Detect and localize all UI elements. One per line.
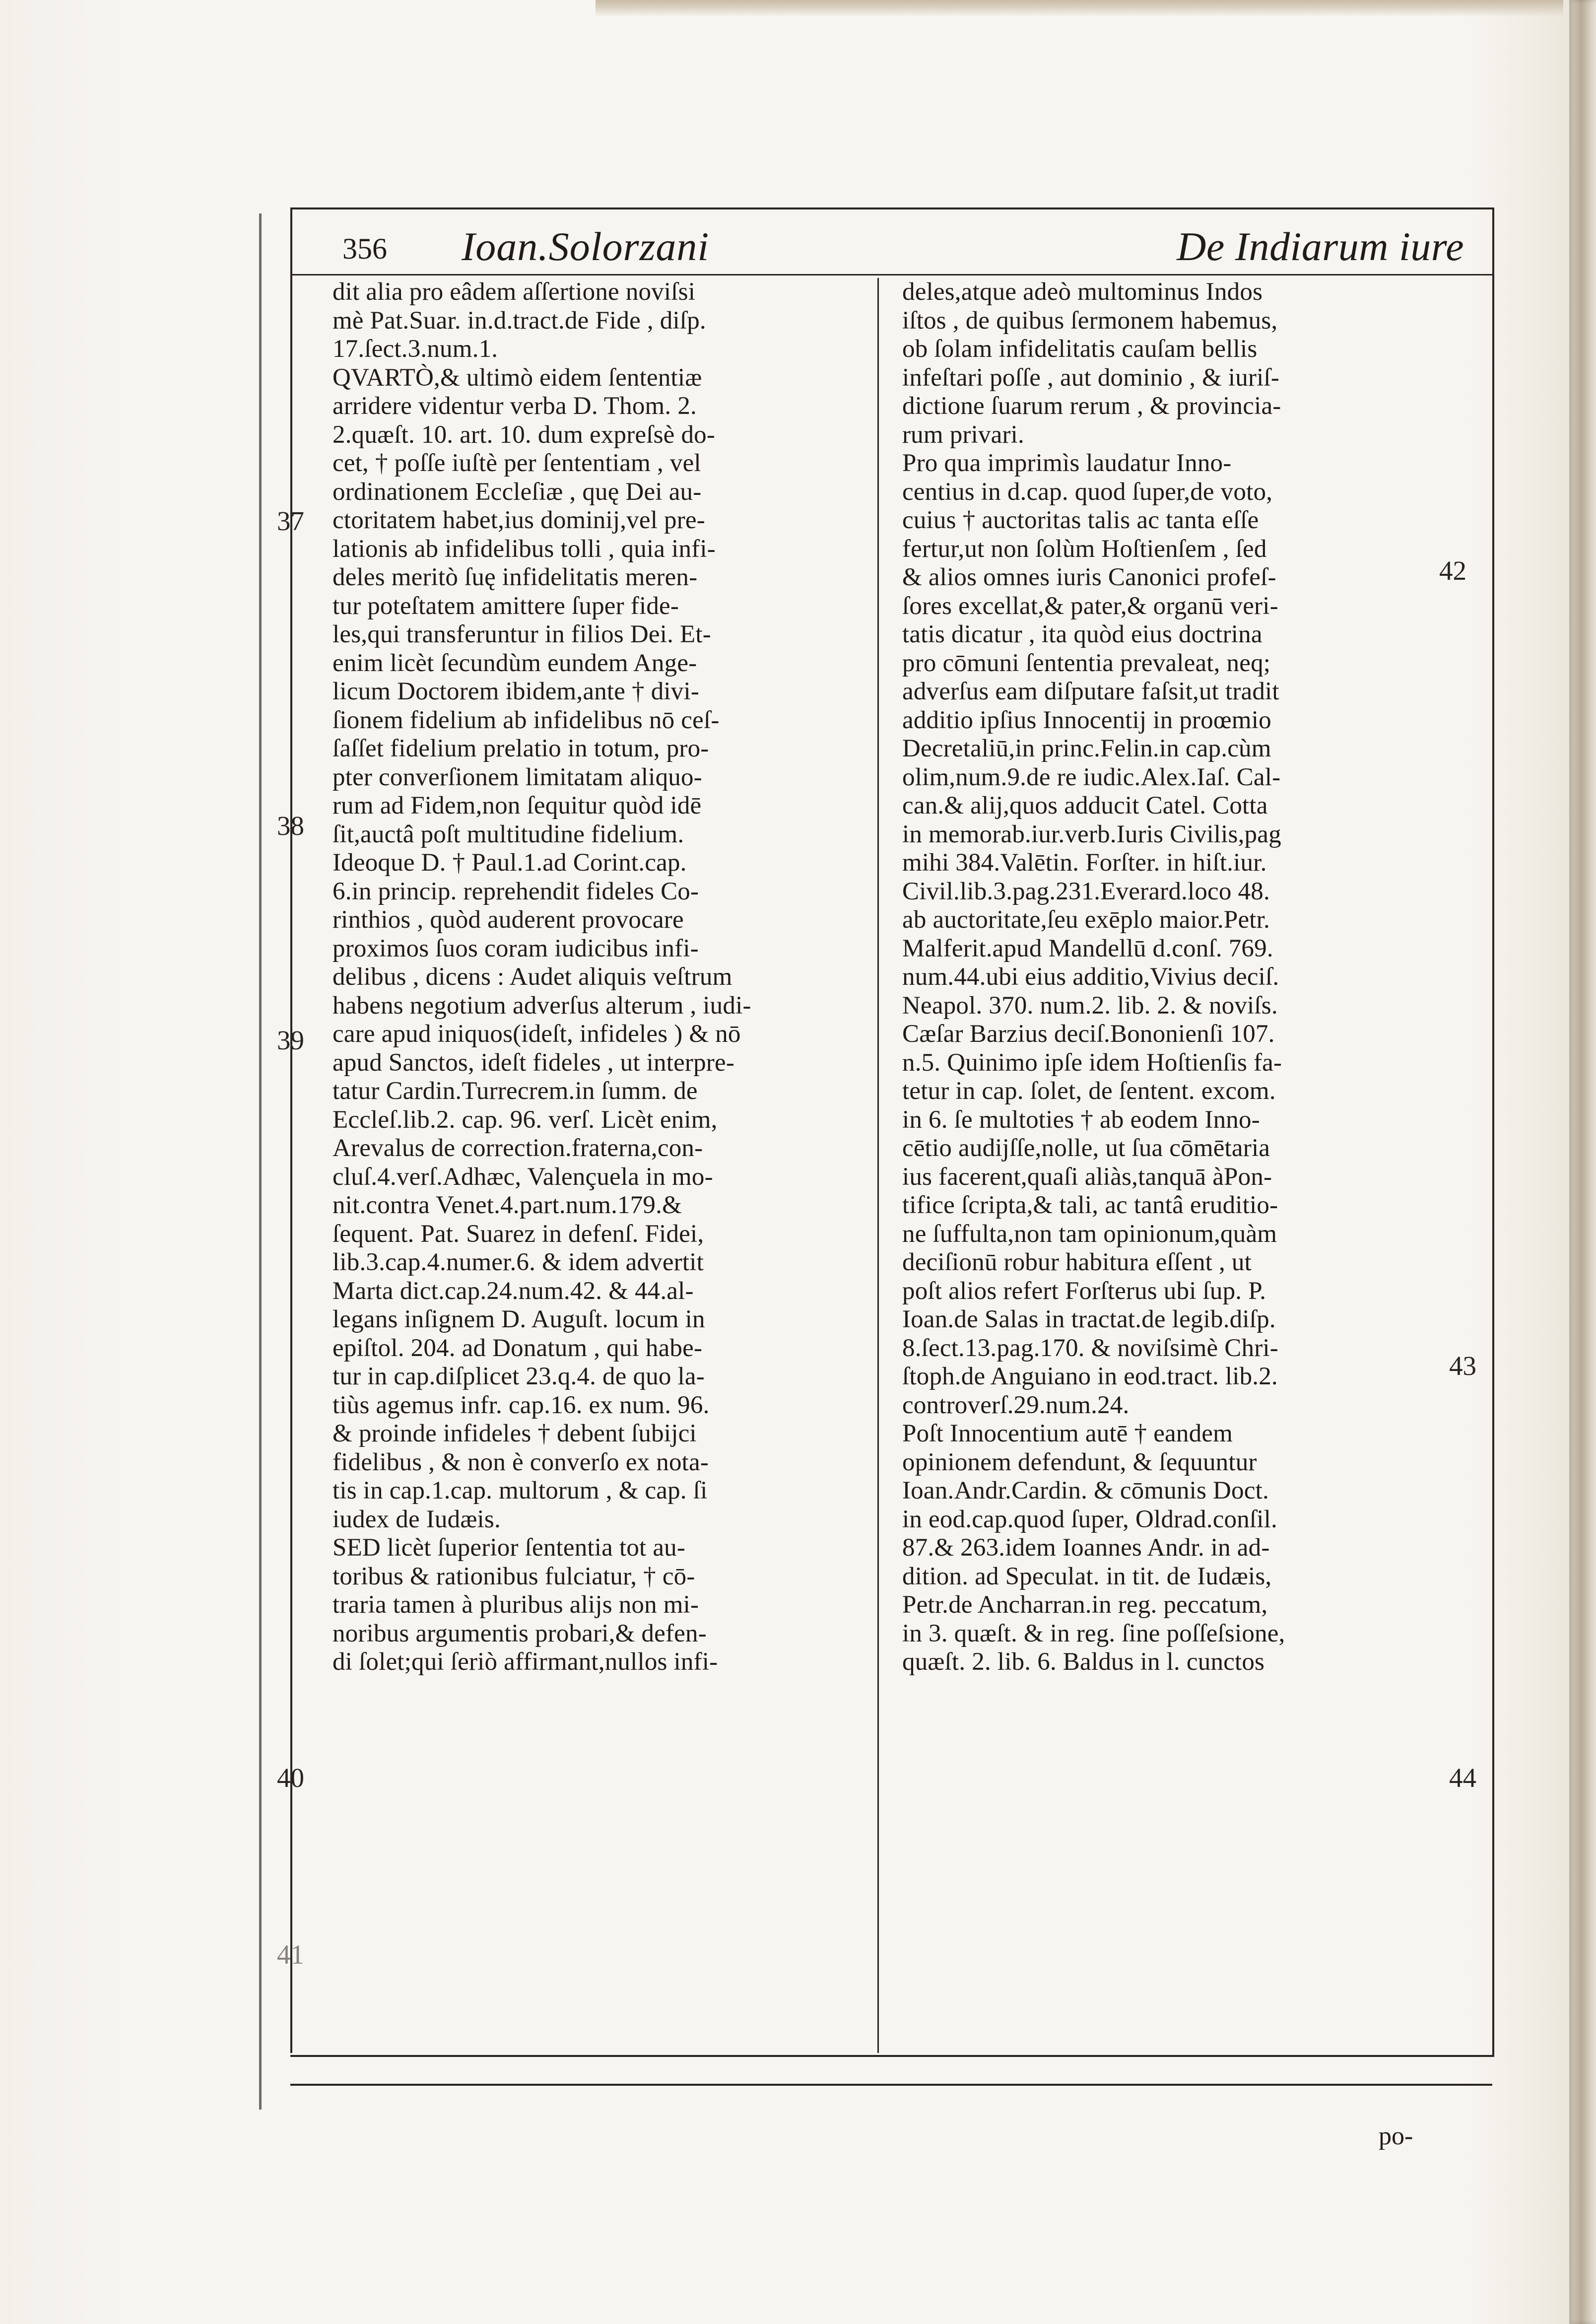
right-text-column	[902, 278, 1430, 1677]
text-line: rum privari.	[902, 420, 1024, 449]
text-line: mihi 384.Valētin. Forſter. in hiſt.iur.	[902, 849, 1267, 877]
text-line: ſionem fidelium ab infidelibus nō ceſ-	[332, 706, 720, 734]
text-line: mè Pat.Suar. in.d.tract.de Fide , diſp.	[332, 306, 706, 335]
text-line: & proinde infideles † debent ſubijci	[332, 1420, 697, 1447]
text-line: infeſtari poſſe , aut dominio , & iuriſ-	[902, 363, 1280, 392]
text-line: tiùs agemus infr. cap.16. ex num. 96.	[332, 1391, 710, 1419]
text-line: 8.ſect.13.pag.170. & noviſsimè Chri-	[902, 1334, 1278, 1362]
text-line: ſtoph.de Anguiano in eod.tract. lib.2.	[902, 1363, 1278, 1390]
text-line: Neapol. 370. num.2. lib. 2. & noviſs.	[902, 991, 1278, 1020]
text-line: enim licèt ſecundùm eundem Ange-	[332, 649, 697, 677]
text-line: ſit,auctâ poſt multitudine fidelium.	[332, 820, 684, 848]
text-line: in 3. quæſt. & in reg. ſine poſſeſsione,	[902, 1619, 1285, 1647]
text-line: in eod.cap.quod ſuper, Oldrad.conſil.	[902, 1505, 1277, 1533]
text-line: Marta dict.cap.24.num.42. & 44.al-	[332, 1277, 694, 1305]
text-line: epiſtol. 204. ad Donatum , qui habe-	[332, 1334, 703, 1362]
text-line: olim,num.9.de re iudic.Alex.Iaſ. Cal-	[902, 763, 1281, 791]
left-text-column	[332, 278, 839, 1677]
text-line: toribus & rationibus fulciatur, † cō-	[332, 1562, 695, 1590]
text-line: & alios omnes iuris Canonici profeſ-	[902, 563, 1276, 591]
text-line: 6.in princip. reprehendit fideles Co-	[332, 877, 699, 905]
text-line: opinionem defendunt, & ſequuntur	[902, 1448, 1257, 1476]
text-line: quæſt. 2. lib. 6. Baldus in l. cunctos	[902, 1648, 1265, 1676]
text-line: tifice ſcripta,& tali, ac tantâ eruditio-	[902, 1191, 1278, 1219]
text-line: habens negotium adverſus alterum , iudi-	[332, 991, 751, 1020]
text-line: tatur Cardin.Turrecrem.in ſumm. de	[332, 1077, 698, 1105]
catchword: po-	[1379, 2122, 1413, 2150]
text-line: ctoritatem habet,ius dominij,vel pre-	[332, 506, 705, 534]
text-line: tur in cap.diſplicet 23.q.4. de quo la-	[332, 1363, 705, 1390]
text-line: can.& alij,quos adducit Catel. Cotta	[902, 792, 1268, 820]
text-line: SED licèt ſuperior ſententia tot au-	[332, 1534, 686, 1562]
text-line: in 6. ſe multoties † ab eodem Inno-	[902, 1105, 1260, 1134]
text-line: Pro qua imprimìs laudatur Inno-	[902, 449, 1232, 477]
page-top-edge-shadow	[596, 0, 1563, 17]
text-line: lationis ab infidelibus tolli , quia infi-	[332, 535, 716, 563]
text-line: ſequent. Pat. Suarez in defenſ. Fidei,	[332, 1220, 704, 1248]
text-line: Ioan.Andr.Cardin. & cōmunis Doct.	[902, 1477, 1269, 1504]
text-line: num.44.ubi eius additio,Vivius deciſ.	[902, 963, 1279, 991]
text-line: tatis dicatur , ita quòd eius doctrina	[902, 620, 1263, 648]
margin-number: 42	[1439, 555, 1466, 586]
margin-number: 43	[1449, 1351, 1476, 1381]
text-line: cuius † auctoritas talis ac tanta eſſe	[902, 506, 1259, 534]
text-line: Arevalus de correction.fraterna,con-	[332, 1134, 703, 1162]
text-line: ſaſſet fidelium prelatio in totum, pro-	[332, 735, 709, 762]
text-line: iudex de Iudæis.	[332, 1505, 501, 1533]
text-line: tetur in cap. ſolet, de ſentent. excom.	[902, 1077, 1276, 1105]
text-line: arridere videntur verba D. Thom. 2.	[332, 392, 697, 420]
margin-number: 37	[277, 506, 304, 536]
text-line: 2.quæſt. 10. art. 10. dum expreſsè do-	[332, 420, 716, 449]
text-line: dictione ſuarum rerum , & provincia-	[902, 392, 1281, 420]
text-line: Ioan.de Salas in tractat.de legib.diſp.	[902, 1305, 1276, 1333]
text-line: pro cōmuni ſententia prevaleat, neq;	[902, 649, 1271, 677]
margin-number: 44	[1449, 1763, 1476, 1793]
text-line: delibus , dicens : Audet aliquis veſtrum	[332, 963, 732, 991]
text-line: n.5. Quinimo ipſe idem Hoſtienſis fa-	[902, 1048, 1282, 1077]
author-heading: Ioan.Solorzani	[462, 224, 710, 269]
page-right-edge-shadow	[1569, 0, 1596, 2324]
text-line: 87.& 263.idem Ioannes Andr. in ad-	[902, 1534, 1270, 1562]
header-rule	[290, 274, 1492, 275]
text-line: centius in d.cap. quod ſuper,de voto,	[902, 478, 1273, 506]
margin-number: 41	[277, 1939, 304, 1970]
text-line: Cæſar Barzius deciſ.Bononienſi 107.	[902, 1020, 1275, 1048]
text-line: dit alia pro eâdem aſſertione noviſsi	[332, 278, 696, 306]
text-line: fertur,ut non ſolùm Hoſtienſem , ſed	[902, 535, 1267, 563]
text-line: dition. ad Speculat. in tit. de Iudæis,	[902, 1562, 1272, 1590]
text-line: rum ad Fidem,non ſequitur quòd idē	[332, 792, 702, 820]
text-line: noribus argumentis probari,& defen-	[332, 1619, 707, 1647]
text-line: proximos ſuos coram iudicibus infi-	[332, 934, 699, 962]
text-line: licum Doctorem ibidem,ante † divi-	[332, 678, 700, 705]
text-line: in memorab.iur.verb.Iuris Civilis,pag	[902, 820, 1281, 848]
text-line: pter converſionem limitatam aliquo-	[332, 763, 702, 791]
text-line: lib.3.cap.4.numer.6. & idem advertit	[332, 1248, 704, 1276]
text-line: rinthios , quòd auderent provocare	[332, 906, 684, 934]
text-line: ordinationem Eccleſiæ , quę Dei au-	[332, 478, 702, 506]
text-line: Ideoque D. † Paul.1.ad Corint.cap.	[332, 849, 687, 877]
text-line: Petr.de Ancharran.in reg. peccatum,	[902, 1591, 1268, 1619]
text-line: Civil.lib.3.pag.231.Everard.loco 48.	[902, 877, 1270, 905]
text-line: cētio audijſſe,nolle, ut ſua cōmētaria	[902, 1134, 1270, 1162]
text-line: Poſt Innocentium autē † eandem	[902, 1420, 1233, 1447]
text-line: traria tamen à pluribus alijs non mi-	[332, 1591, 699, 1619]
text-line: ob ſolam infidelitatis cauſam bellis	[902, 335, 1258, 363]
text-line: apud Sanctos, ideſt fideles , ut interpre-	[332, 1048, 735, 1077]
margin-number: 39	[277, 1025, 304, 1055]
text-line: iſtos , de quibus ſermonem habemus,	[902, 306, 1278, 335]
text-line: di ſolet;qui ſeriò affirmant,nullos infi-	[332, 1648, 718, 1676]
text-line: cluſ.4.verſ.Adhæc, Valençuela in mo-	[332, 1162, 713, 1191]
text-line: les,qui transferuntur in filios Dei. Et-	[332, 620, 711, 648]
text-line: nit.contra Venet.4.part.num.179.&	[332, 1191, 682, 1219]
text-line: additio ipſius Innocentij in proœmio	[902, 706, 1271, 734]
column-divider	[877, 278, 879, 2053]
text-line: legans inſignem D. Auguſt. locum in	[332, 1305, 705, 1333]
text-line: tur poteſtatem amittere ſuper fide-	[332, 592, 679, 620]
running-head	[342, 212, 1464, 275]
text-line: Decretaliū,in princ.Felin.in cap.cùm	[902, 735, 1271, 762]
text-line: adverſus eam diſputare faſsit,ut tradit	[902, 678, 1279, 705]
text-line: 17.ſect.3.num.1.	[332, 335, 498, 363]
text-line: fidelibus , & non è converſo ex nota-	[332, 1448, 709, 1476]
text-line: tis in cap.1.cap. multorum , & cap. ſi	[332, 1477, 708, 1504]
text-line: ab auctoritate,ſeu exēplo maior.Petr.	[902, 906, 1270, 934]
text-line: Malferit.apud Mandellū d.conſ. 769.	[902, 934, 1273, 962]
text-line: deles meritò ſuę infidelitatis meren-	[332, 563, 698, 591]
bottom-rule	[290, 2084, 1492, 2086]
text-line: poſt alios refert Forſterus ubi ſup. P.	[902, 1277, 1266, 1305]
margin-number: 38	[277, 811, 304, 841]
text-line: controverſ.29.num.24.	[902, 1391, 1130, 1419]
text-line: ne ſuffulta,non tam opinionum,quàm	[902, 1220, 1277, 1248]
text-line: Eccleſ.lib.2. cap. 96. verſ. Licèt enim,	[332, 1105, 718, 1134]
text-line: deles,atque adeò multominus Indos	[902, 278, 1263, 306]
text-line: cet, † poſſe iuſtè per ſententiam , vel	[332, 449, 701, 477]
work-title: De Indiarum iure	[1177, 224, 1464, 269]
margin-number: 40	[277, 1763, 304, 1793]
text-line: care apud iniquos(ideſt, infideles ) & nō	[332, 1020, 741, 1048]
text-line: ius facerent,quaſi aliàs,tanquā àPon-	[902, 1162, 1272, 1191]
text-line: QVARTÒ,& ultimò eidem ſententiæ	[332, 363, 702, 392]
text-line: ſores excellat,& pater,& organū veri-	[902, 592, 1278, 620]
left-ink-rule	[259, 213, 262, 2110]
folio-number: 356	[342, 232, 387, 265]
text-line: deciſionū robur habitura eſſent , ut	[902, 1248, 1252, 1276]
